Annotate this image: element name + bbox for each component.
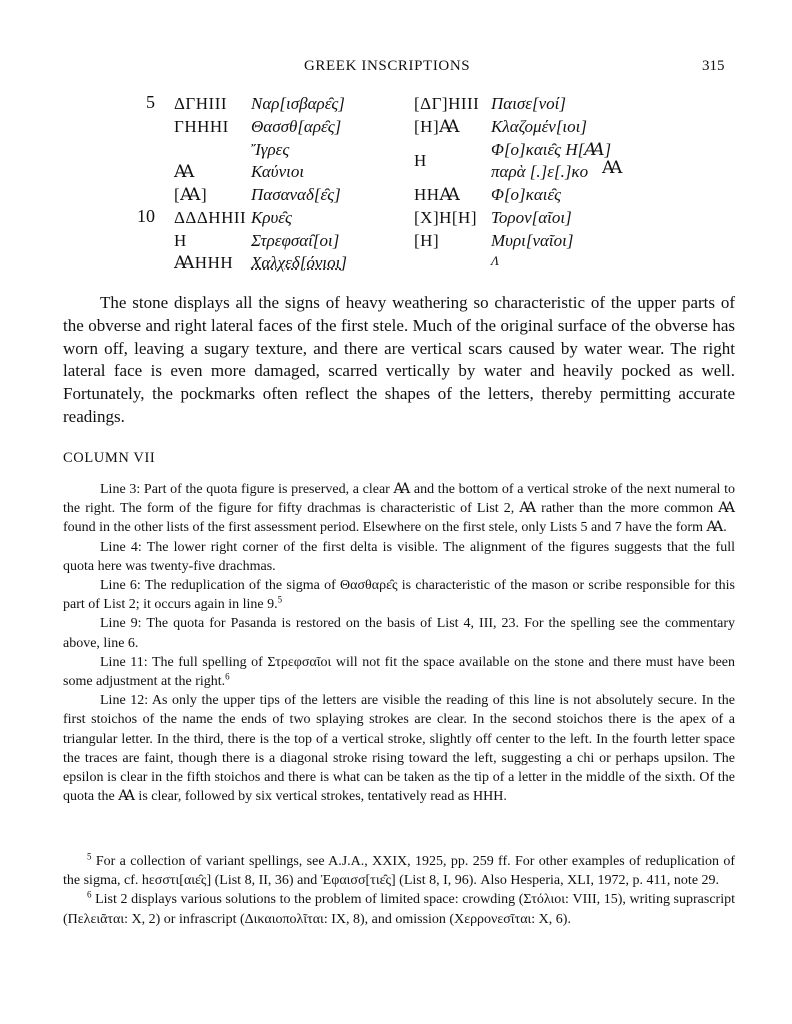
note-item: Line 9: The quota for Pasanda is restored on the basis of List 4, III, 23. For the spelling see the commentary above, line 6. xyxy=(63,616,735,651)
city-name: Θασσθ[αρε̑ς] xyxy=(251,117,342,136)
footnote: $^5$ For a collection of variant spellings, see A.J.A., XXIX, 1925, pp. 259 ff. For other examples of reduplication of the sigma, cf. hεσστι[αιε̑ς] (List 8, II, 36) and Ἐφαισσ[τιε̑ς] (List 8, I, 96). Also Hesperia, XLI, 1972, p. 411, note 29. xyxy=(63,851,736,889)
quota-figure: Η xyxy=(174,231,187,250)
quota-figure: ΔΓΗΙΙΙ xyxy=(174,94,228,113)
city-name: Χαλχεδ[όνιοι] xyxy=(251,253,347,272)
quota-figure: ΗΗꜲ xyxy=(414,185,461,204)
quota-figure: Ꜳ xyxy=(174,162,195,181)
city-name: Μυρι[ναῖοι] xyxy=(491,231,574,250)
quota-figure: ꜲΗΗΗ xyxy=(174,253,234,272)
quota-figure: [ΔΓ]ΗΙΙΙ xyxy=(414,94,480,113)
city-name: Παισε[νοί] xyxy=(491,94,567,113)
city-name: Καύνιοι xyxy=(251,162,305,181)
note-item: Line 4: The lower right corner of the first delta is visible. The alignment of the figures suggests that the full quota here was twenty-five drachmas. xyxy=(63,539,736,574)
section-title: COLUMN VII xyxy=(63,450,156,466)
quota-figure: [Η]Ꜳ xyxy=(414,117,460,136)
city-name: Πασαναδ[ε̑ς] xyxy=(251,185,341,204)
city-name: Ἴγρες xyxy=(251,140,290,159)
note-item: Line 12: As only the upper tips of the letters are visible the reading of this line is not absolutely secure. In the first stoichos of the name the ends of two splaying strokes are clear. In the second stoichos there is the apex of a triangular letter. In the third, there is the top of a vertical stroke, slightly off center to the left. In the fourth letter space the traces are faint, though there is a diagonal stroke rising toward the left, suggesting a chi or perhaps upsilon. The epsilon is clear in the fifth stoichos and there is what can be taken as the tip of a letter in the middle of the sixth. Of the quota the Ꜳ is clear, followed by six vertical strokes, tentatively read as ΗΗΗ. xyxy=(63,693,735,805)
city-name: Φ[ο]καιε̑ς xyxy=(491,185,562,204)
note-item: Line 6: The reduplication of the sigma of Θασθαρε̑ς is characteristic of the mason or scribe responsible for this part of List 2; it occurs again in line 9.$^5$ xyxy=(63,578,735,613)
city-name: Τορον[αῖοι] xyxy=(491,208,572,227)
running-header: GREEK INSCRIPTIONS xyxy=(304,58,471,74)
quota-figure: ΔΔΔΗΗΙΙ xyxy=(174,208,247,227)
note-item: Line 11: The full spelling of Στρεφσαῖοι will not fit the space available on the stone and there must have been some adjustment at the right.$^6$ xyxy=(63,654,736,690)
quota-figure-small: Ꜳ xyxy=(602,158,623,177)
quota-figure: ΓΗΗΗΙ xyxy=(174,117,229,136)
commentary-notes xyxy=(63,480,735,806)
quota-figure: [Ꜳ] xyxy=(174,185,208,204)
footnotes xyxy=(63,852,735,929)
city-name: Λ xyxy=(491,253,499,268)
city-name: Φ[ο]καιε̑ς Η[Ꜳ] xyxy=(491,140,612,159)
footnote: $^6$ List 2 displays various solutions to the problem of limited space: crowding (Στόλιοι: VIII, 15), writing suprascript (Πελειᾶται: X, 2) or infrascript (Δικαιοπολῖται: IX, 8), and omission (Χερρονεσῖται: X, 6). xyxy=(63,889,735,927)
city-name: Ναρ[ισβαρε̑ς] xyxy=(251,94,345,113)
city-name: Κλαζομέν[ιοι] xyxy=(491,117,587,136)
quota-figure: [Η] xyxy=(414,231,440,250)
line-number: 5 xyxy=(146,92,155,112)
city-name: Κρυε̑ς xyxy=(251,208,292,227)
line-number: 10 xyxy=(137,206,155,226)
body-paragraph: The stone displays all the signs of heavy weathering so characteristic of the upper parts of the obverse and right lateral faces of the first stele. Much of the original surface of the obverse has worn off, leaving a sugary texture, and there are vertical scars caused by water wear. The right lateral face is even more damaged, scarred vertically by water and heavily pocked as well. Fortunately, the pockmarks often reflect the shapes of the letters, thereby permitting accurate readings. xyxy=(63,293,735,426)
note-item: Line 3: Part of the quota figure is preserved, a clear Ꜳ and the bottom of a vertical stroke of the next numeral to the right. The form of the figure for fifty drachmas is characteristic of List 2, Ꜳ rather than the more common Ꜳ found in the other lists of the first assessment period. Elsewhere on the first stele, only Lists 5 and 7 have the form Ꜳ. xyxy=(63,482,736,536)
quota-figure: Η xyxy=(414,151,427,170)
city-name: Στρεφσαι̑[οι] xyxy=(251,231,340,250)
quota-figure: [Χ]Η[Η] xyxy=(414,208,477,227)
page-number: 315 xyxy=(702,58,725,74)
city-name: παρὰ [.]ε[.]κο xyxy=(491,162,589,181)
